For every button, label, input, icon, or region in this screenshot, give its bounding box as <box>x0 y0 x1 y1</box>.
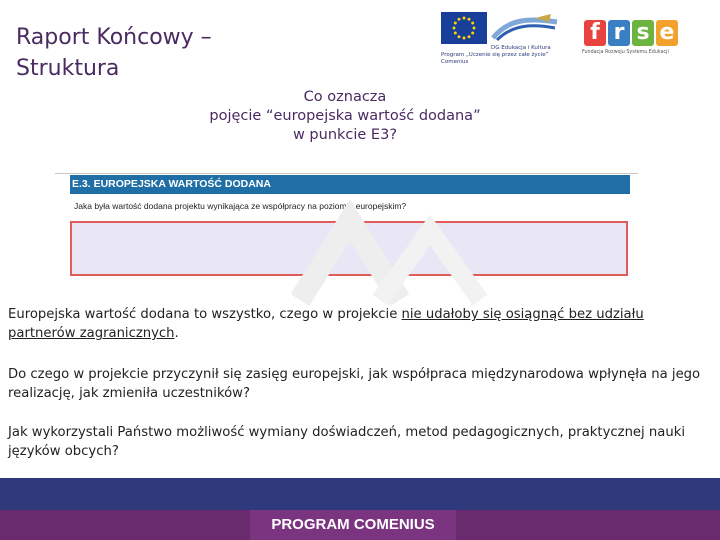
footer-program-label: PROGRAM COMENIUS <box>250 510 456 540</box>
frse-letter: e <box>656 20 678 46</box>
footer-band <box>0 478 720 510</box>
lifelong-learning-ribbon-icon <box>491 14 559 44</box>
form-section-header: E.3. EUROPEJSKA WARTOŚĆ DODANA <box>70 175 630 194</box>
eu-lifelong-learning-logo <box>441 12 559 68</box>
paragraph-definition-end: . <box>174 326 179 341</box>
eu-logo-text <box>441 45 559 66</box>
paragraph-definition-emphasis: nie udałoby się osiągnąć bez udziału partnerów zagranicznych <box>8 307 644 341</box>
eu-logo-line1: DG Edukacja i Kultura <box>491 45 551 51</box>
frse-letter: s <box>632 20 654 46</box>
form-divider <box>55 173 638 174</box>
frse-letter: r <box>608 20 630 46</box>
eu-flag-icon <box>441 12 487 44</box>
form-question-text: Jaka była wartość dodana projektu wynikająca ze współpracy na poziomie europejskim? <box>74 201 407 211</box>
frse-logo <box>582 20 692 62</box>
frse-letter: f <box>584 20 606 46</box>
frse-caption: Fundacja Rozwoju Systemu Edukacji <box>582 50 669 55</box>
frse-letters <box>584 20 678 48</box>
paragraph-questions-impact: Do czego w projekcie przyczynił się zasięg europejski, jak współpraca międzynarodowa wpłynęła na jego realizację, jak zmieniła uczestników? <box>8 367 701 401</box>
eu-logo-line3: Comenius <box>441 59 469 65</box>
paragraph-questions-exchange: Jak wykorzystali Państwo możliwość wymiany doświadczeń, metod pedagogicznych, praktycznej nauki języków obcych? <box>8 425 685 459</box>
slide-question: Co oznacza pojęcie “europejska wartość dodana” w punkcie E3? <box>209 89 481 143</box>
slide-title: Raport Końcowy – Struktura <box>16 25 212 81</box>
eu-logo-line2: Program „Uczenie się przez całe życie” <box>441 52 549 58</box>
paragraph-definition-start: Europejska wartość dodana to wszystko, czego w projekcie <box>8 307 402 322</box>
watermark-arrow-icon <box>290 200 490 310</box>
paragraph-definition <box>8 305 714 343</box>
